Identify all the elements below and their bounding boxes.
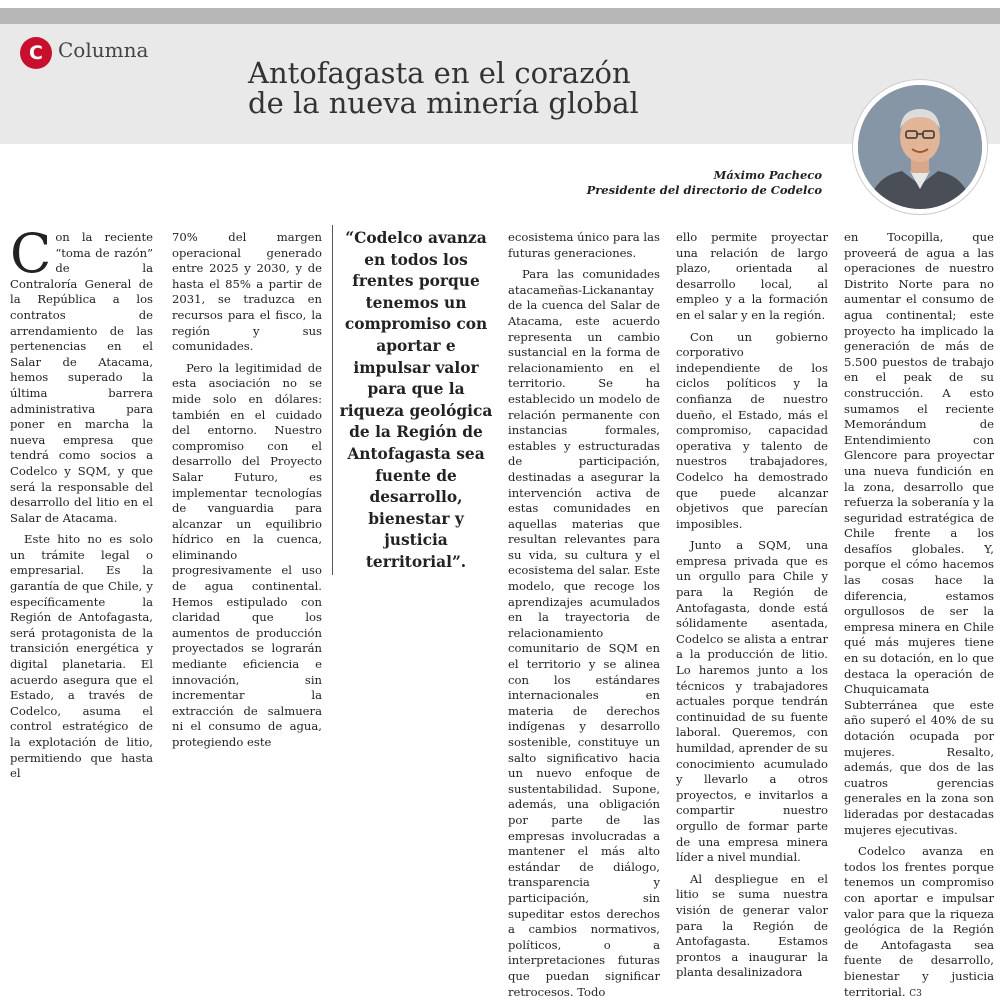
article-column-4: [676, 230, 828, 987]
paragraph: Para las comunidades atacameñas-Lickanantay de la cuenca del Salar de Atacama, este acuerdo representa un cambio sustancial en la forma de relacionamiento en el territorio. Se ha establecido un modelo de relación permanente con instancias formales, estables y estructuradas de participación, destinadas a asegurar la intervención activa de estas comunidades en aquellas materias que resultan relevantes para su vida, su cultura y el ecosistema del salar. Este modelo, que recoge los aprendizajes acumulados en la trayectoria de relacionamiento comunitario de SQM en el territorio y se alinea con los estándares internacionales en materia de derechos indígenas y desarrollo sostenible, constituye un salto significativo hacia un nuevo enfoque de sustentabilidad. Supone, además, una obligación por parte de las empresas involucradas a mantener el más alto estándar de diálogo, transparencia y participación, sin supeditar estos derechos a cambios normativos, políticos, o a interpretaciones futuras que puedan significar retrocesos. Todo: [508, 267, 660, 999]
paragraph: on la reciente “toma de razón” de la Contraloría General de la República a los contratos de arrendamiento de las pertenencias en el Salar de Atacama, hemos superado la última barrera administrativa para poner en marcha la nueva empresa que tendrá como socios a Codelco y SQM, y que será la responsable del desarrollo del litio en el Salar de Atacama.: [10, 230, 153, 525]
article-column-2: [172, 230, 322, 757]
article-column-1: [10, 222, 153, 788]
paragraph: en Tocopilla, que proveerá de agua a las operaciones de nuestro Distrito Norte para no aumentar el consumo de agua continental; este proyecto ha implicado la generación de más de 5.500 puestos de trabajo en el peak de su construcción. A esto sumamos el reciente Memorándum de Entendimiento con Glencore para proyectar una nueva fundición en la zona, desarrollo que refuerza la soberanía y la seguridad estratégica de Chile frente a los desafíos globales. Y, porque el cómo hacemos las cosas hace la diferencia, estamos orgullosos de ser la empresa minera en Chile qué más mujeres tiene en su dotación, en lo que destaca la operación de Chuquicamata Subterránea que este año superó el 40% de su dotación ocupada por mujeres. Resalto, además, que dos de las cuatros gerencias generales en la zona son lideradas por destacadas mujeres ejecutivas.: [844, 230, 994, 837]
byline: [587, 168, 822, 198]
section-label: Columna: [58, 38, 149, 62]
quote-divider: [332, 225, 333, 575]
article-column-5: [844, 230, 994, 1008]
paragraph: 70% del margen operacional generado entre 2025 y 2030, y de hasta el 85% a partir de 2031, se traduzca en recursos para el fisco, la región y sus comunidades.: [172, 230, 322, 354]
title-line-2: de la nueva minería global: [248, 86, 639, 120]
end-mark-icon: C3: [909, 988, 922, 999]
paragraph: Con un gobierno corporativo independiente de los ciclos políticos y la confianza de nuestro dueño, el Estado, más el compromiso, capacidad operativa y talento de nuestros trabajadores, Codelco ha demostrado que puede alcanzar objetivos que parecían imposibles.: [676, 329, 828, 531]
paragraph: Al despliegue en el litio se suma nuestra visión de generar valor para la Región de Antofagasta. Estamos prontos a inaugurar la planta desalinizadora: [676, 871, 828, 980]
article-title: [248, 58, 848, 118]
section-logo-icon: C: [20, 37, 52, 69]
paragraph: Este hito no es solo un trámite legal o empresarial. Es la garantía de que Chile, y específicamente la Región de Antofagasta, será protagonista de la transición energética y digital planetaria. El acuerdo asegura que el Estado, a través de Codelco, asuma el control estratégico de la explotación de litio, permitiendo que hasta el: [10, 532, 153, 781]
closing-text: Codelco avanza en todos los frentes porque tenemos un compromiso con aportar e impulsar valor para que la riqueza geológica de la Región de Antofagasta sea fuente de desarrollo, bienestar y justicia territorial.: [844, 844, 994, 999]
paragraph: ecosistema único para las futuras generaciones.: [508, 230, 660, 260]
paragraph: [844, 844, 994, 1002]
top-bar: [0, 8, 1000, 24]
drop-cap: C: [10, 222, 52, 285]
paragraph: Junto a SQM, una empresa privada que es un orgullo para Chile y para la Región de Antofagasta, donde está sólidamente asentada, Codelco se alista a entrar a la producción de litio. Lo haremos junto a los técnicos y trabajadores actuales porque tendrán continuidad de su fuente laboral. Queremos, con humildad, aprender de su conocimiento acumulado y llevarlo a otros proyectos, e invitarlos a compartir nuestro orgullo de formar parte de una empresa minera líder a nivel mundial.: [676, 538, 828, 865]
title-line-1: Antofagasta en el corazón: [248, 56, 631, 90]
author-photo: [853, 80, 987, 214]
author-name: Máximo Pacheco: [713, 168, 822, 182]
article-column-3: [508, 230, 660, 1006]
paragraph: ello permite proyectar una relación de largo plazo, orientada al desarrollo local, al empleo y a la formación en el salar y en la región.: [676, 230, 828, 322]
author-portrait-icon: [858, 85, 982, 209]
author-role: Presidente del directorio de Codelco: [586, 183, 822, 197]
pull-quote: “Codelco avanza en todos los frentes porque tenemos un compromiso con aportar e impulsar valor para que la riqueza geológica de la Región de Antofagasta sea fuente de desarrollo, bienestar y justicia territorial”.: [339, 229, 493, 571]
paragraph: Pero la legitimidad de esta asociación no se mide solo en dólares: también en el cuidado del entorno. Nuestro compromiso con el desarrollo del Proyecto Salar Futuro, es implementar tecnologías de vanguardia para alcanzar un equilibrio hídrico en la cuenca, eliminando progresivamente el uso de agua continental. Hemos estipulado con claridad que los aumentos de producción proyectados se lograrán mediante eficiencia e innovación, sin incrementar la extracción de salmuera ni el consumo de agua, protegiendo este: [172, 360, 322, 749]
